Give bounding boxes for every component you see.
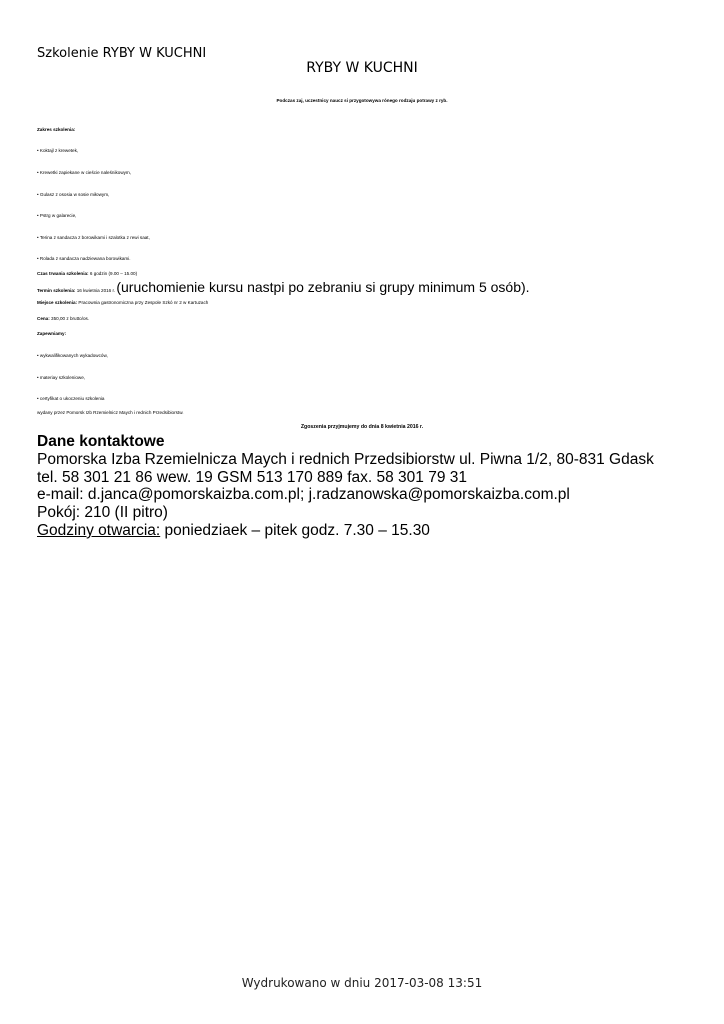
contact-section <box>37 433 654 540</box>
scope-item: • Krewetki zapiekane w cieście naleśnikowym, <box>37 170 131 175</box>
term-value: 16 kwietnia 2016 r. <box>76 288 116 293</box>
hours-value: poniedziaek – pitek godz. 7.30 – 15.30 <box>160 521 430 539</box>
provides-item: • certyfikat o ukoczeniu szkolenia <box>37 396 105 401</box>
term-label: Termin szkolenia: <box>37 288 76 293</box>
scope-item: • Terina z sandacza z borowikami i szalotka z rewi saat, <box>37 235 150 240</box>
intro-text: Podczas zaj, uczestnicy naucz si przygotowywa rónego rodzaju potrawy z ryb. <box>276 98 448 103</box>
duration-value: 6 godzin (9.00 – 15.00) <box>89 271 138 276</box>
page-title: RYBY W KUCHNI <box>306 60 418 76</box>
duration-line <box>37 271 137 276</box>
scope-item: • Pstrg w galarecie, <box>37 213 76 218</box>
registration-deadline: Zgoszenia przyjmujemy do dnia 8 kwietnia 2016 r. <box>300 424 424 430</box>
contact-email: e-mail: d.janca@pomorskaizba.com.pl; j.radzanowska@pomorskaizba.com.pl <box>37 486 570 504</box>
contact-room: Pokój: 210 (II pitro) <box>37 504 168 522</box>
print-date-footer: Wydrukowano w dniu 2017-03-08 13:51 <box>241 976 483 990</box>
contact-address: Pomorska Izba Rzemielnicza Maych i rednich Przedsibiorstw ul. Piwna 1/2, 80-831 Gdask <box>37 450 654 468</box>
place-label: Miejsce szkolenia: <box>37 300 78 305</box>
scope-item: • Gulasz z ososia w sosie miłowym, <box>37 192 109 197</box>
certificate-issuer: wydany przez Pomorsk Izb Rzemielnicz Maych i rednich Przedsibiorstw. <box>37 410 184 415</box>
contact-heading: Dane kontaktowe <box>37 433 165 450</box>
price-label: Cena: <box>37 316 50 321</box>
hours-label: Godziny otwarcia: <box>37 521 161 539</box>
place-value: Pracownia gastronomiczna przy Zespole Szkó nr 2 w Kartuzach <box>78 300 209 305</box>
scope-item: • Koktajl z krewetek, <box>37 148 78 153</box>
term-line <box>37 279 530 295</box>
provides-label: Zapewniamy: <box>37 331 67 336</box>
provides-item: • wykwalifikowanych wykadowców, <box>37 353 108 358</box>
place-line <box>37 300 208 305</box>
scope-label: Zakres szkolenia: <box>37 127 76 132</box>
scope-item: • Rolada z sandacza nadziewana borowikami. <box>37 256 131 261</box>
duration-label: Czas trwania szkolenia: <box>37 271 89 276</box>
provides-item: • materiay szkoleniowe, <box>37 375 85 380</box>
contact-phone: tel. 58 301 21 86 wew. 19 GSM 513 170 889 fax. 58 301 79 31 <box>37 468 468 486</box>
price-value: 350,00 z brutto/os. <box>51 316 90 321</box>
price-line <box>37 316 89 321</box>
document-title: Szkolenie RYBY W KUCHNI <box>37 46 207 61</box>
term-note: (uruchomienie kursu nastpi po zebraniu si grupy minimum 5 osób). <box>116 279 530 295</box>
contact-hours <box>37 522 654 540</box>
